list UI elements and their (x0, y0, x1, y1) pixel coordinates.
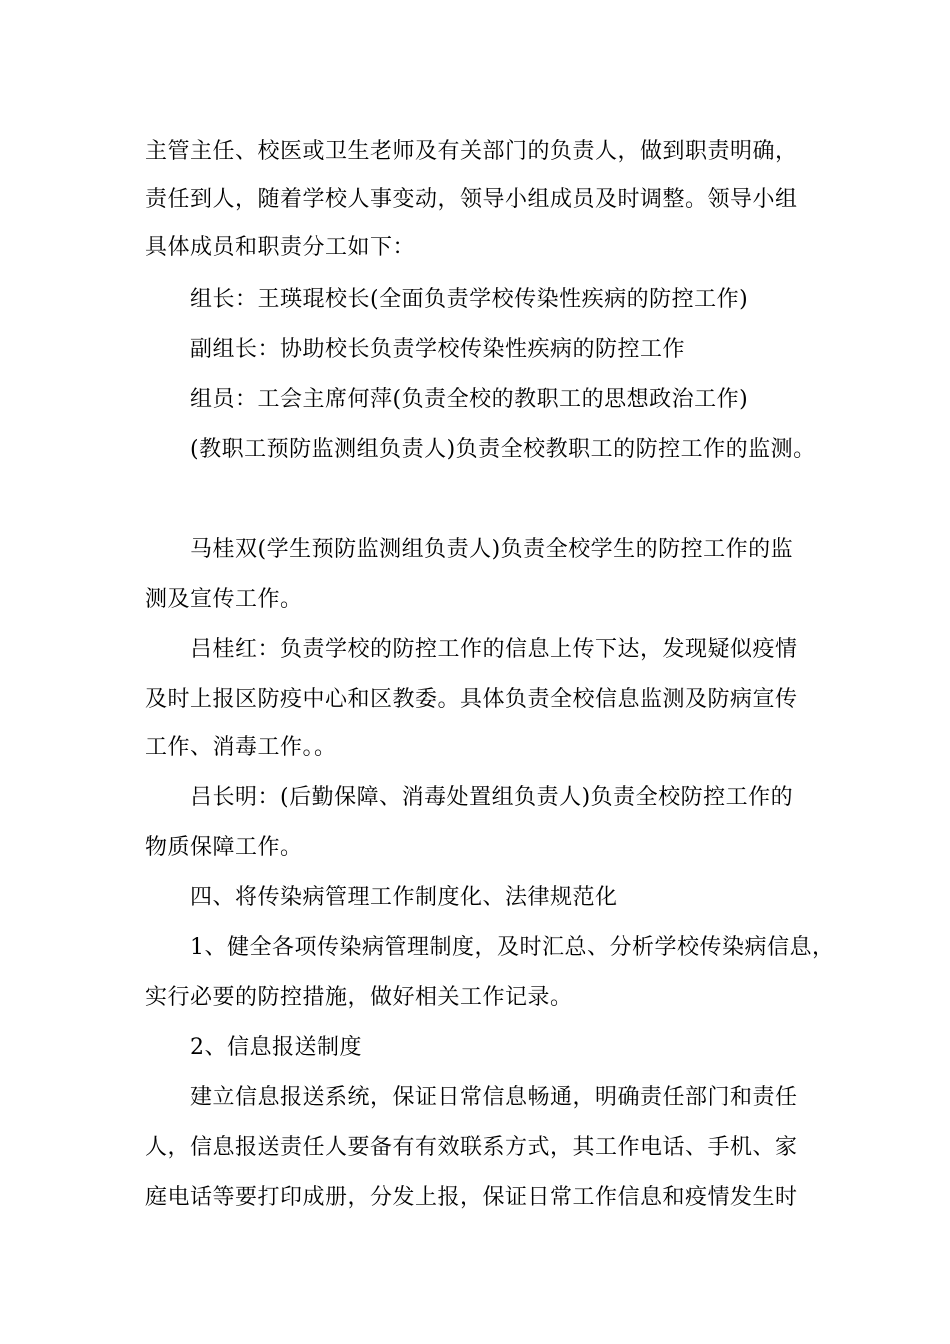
text-line: 工作、消毒工作。。 (145, 735, 337, 760)
text-line: 及时上报区防疫中心和区教委。具体负责全校信息监测及防病宣传 (145, 687, 798, 712)
text-line: 责任到人，随着学校人事变动，领导小组成员及时调整。领导小组 (145, 187, 798, 212)
text-line: (教职工预防监测组负责人)负责全校教职工的防控工作的监测。 (190, 437, 816, 462)
text-line: 1、健全各项传染病管理制度，及时汇总、分析学校传染病信息， (190, 935, 835, 960)
text-line: 吕长明：(后勤保障、消毒处置组负责人)负责全校防控工作的 (190, 785, 794, 810)
text-line: 人，信息报送责任人要备有有效联系方式，其工作电话、手机、家 (145, 1135, 798, 1160)
text-line: 吕桂红：负责学校的防控工作的信息上传下达，发现疑似疫情 (190, 637, 798, 662)
text-line: 具体成员和职责分工如下： (145, 235, 416, 260)
text-line: 副组长：协助校长负责学校传染性疾病的防控工作 (190, 337, 686, 362)
text-line: 2、信息报送制度 (190, 1035, 362, 1060)
section-heading: 四、将传染病管理工作制度化、法律规范化 (190, 885, 618, 910)
text-line: 组员：工会主席何萍(负责全校的教职工的思想政治工作) (190, 387, 749, 412)
text-line: 测及宣传工作。 (145, 587, 303, 612)
text-line: 实行必要的防控措施，做好相关工作记录。 (145, 985, 573, 1010)
text-line: 建立信息报送系统，保证日常信息畅通，明确责任部门和责任 (190, 1085, 798, 1110)
text-line: 组长：王瑛琨校长(全面负责学校传染性疾病的防控工作) (190, 287, 749, 312)
text-line: 马桂双(学生预防监测组负责人)负责全校学生的防控工作的监 (190, 537, 794, 562)
text-line: 庭电话等要打印成册，分发上报，保证日常工作信息和疫情发生时 (145, 1185, 798, 1210)
text-line: 主管主任、校医或卫生老师及有关部门的负责人，做到职责明确， (145, 139, 798, 164)
text-line: 物质保障工作。 (145, 835, 303, 860)
